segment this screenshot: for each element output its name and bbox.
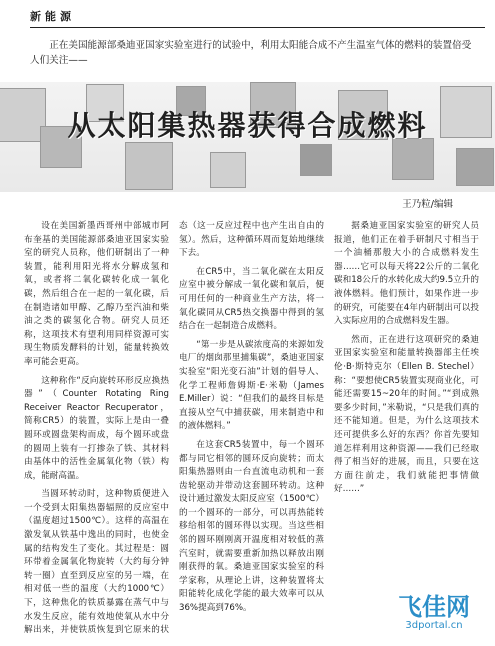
section-label: 新能源 bbox=[30, 10, 75, 23]
body-paragraph: 在这套CR5装置中，每一个圆环都与同它相邻的圆环反向旋转；而太阳集热器则由一台直流电动机和一套齿轮驱动并带动这套圆环转动。这种设计通过激发太阳反应室（1500℃）的一个圆环的一部分，可以再热能转移给相邻的圆环得以实现。当这些相邻的圆环刚刚离开温度相对较低的蒸汽室时，就需要重新加热以释放出刚刚获得的氧。桑迪亚国家实验室的科学家称，从理论上讲，这种装置将太阳能转化成化学能的最大效率可以从36%提高到76%。 bbox=[179, 439, 324, 614]
byline: 王乃粒/编辑 bbox=[402, 199, 453, 210]
article-body bbox=[24, 220, 479, 640]
title-banner bbox=[0, 82, 495, 192]
article-title: 从太阳集热器获得合成燃料 bbox=[67, 109, 428, 142]
decorative-tile bbox=[392, 138, 434, 180]
header-rule bbox=[30, 27, 485, 28]
body-paragraph: 当圆环转动时，这种物质便进入一个受到太阳集热器辐照的反应室中（温度超过1500℃）。这样的高温在激发氧从铁基中逸出的同时，也使金属的结构发生了变化。其过程是：圆环带着金属氧化物旋转（大约每分钟转一圈）直至到反应室的另一端，在相对低一些的温度（大约1000℃）下，这种焦化的铁质暴露在蒸气中与水发生反应，能有效地使氧从水中分解出来，并使铁质恢复到它原来的状态（这一反应过程中也产生出自由的氢）。然后，这种循环周而复始地继续下去。 bbox=[24, 221, 324, 636]
intro-paragraph: 正在美国能源部桑迪亚国家实验室进行的试验中，利用太阳能合成不产生温室气体的燃料的装置倍受人们关注—— bbox=[30, 40, 472, 66]
decorative-tile bbox=[125, 142, 173, 190]
body-paragraph: 这种称作“反向旋转环形反应换热器”（Counter Rotating Ring Receiver Reactor Recuperator，简称CR5）的装置，实际上是由一叠圆环或圆盘架构而成，每个圆环或盘的圆周上装有一打掺杂了铁、其材料由基体中的活性金属氧化物（铁）构成，能耐高温。 bbox=[24, 375, 169, 481]
decorative-tile bbox=[456, 148, 494, 186]
body-paragraph: 据桑迪亚国家实验室的研究人员报道，他们正在着手研制尺寸相当于一个油桶那般大小的合成燃料发生器……它可以每天将22公斤的二氧化碳和18公斤的水转化成大约9.5立升的液体燃料。他们预计，如果作进一步的研究，可能要在4年内研制出可以投入实际应用的合成燃料发生器。 bbox=[334, 221, 479, 327]
body-paragraph: “第一步是从碳浓度高的来源如发电厂的烟囱那里捕集碳”，桑迪亚国家实验室“阳光变石油”计划的倡导人、化学工程师詹姆斯·E·米勒（James E.Miller）说：“但我们的最终目标是直接从空气中捕获碳，用来制造中和的液体燃料。” bbox=[179, 339, 324, 432]
decorative-tile bbox=[210, 152, 246, 188]
body-paragraph: 在CR5中，当二氧化碳在太阳反应室中被分解成一氧化碳和氧后，便可用任何的一种商业生产方法，将一氧化碳同从CR5热交换器中得到的氢结合在一起制造合成燃料。 bbox=[179, 266, 324, 332]
site-watermark bbox=[379, 594, 489, 640]
decorative-tile bbox=[300, 144, 332, 176]
body-paragraph: 然而，正在进行这项研究的桑迪亚国家实验室和能量转换器部主任埃伦·B·斯特克尔（Ellen B. Stechel）称：“要想使CR5装置实现商业化，可能还需要15~20年的时间。”“到成熟要多少时间，”米勒说，“只是我们真的还不能知道。但是，为什么这项技术还可提供多么好的东西？你首先要知道怎样利用这种资源——我们已经取得了相当好的进展，而且，只要在这方面往前走，我们就能把事情做好……” bbox=[334, 334, 479, 495]
body-paragraph: 设在美国新墨西哥州中部城市阿布奎基的美国能源部桑迪亚国家实验室的研究人员称，他们研制出了一种装置，能利用阳光将水分解成氢和氧，或者将二氧化碳转化成一氧化碳，然后组合在一起的一氧化碳，后在制造诸如甲醇、乙醇乃至汽油和柴油之类的碳氢化合物。研究人员还称，这项技术有望利用同样资源可实现生物质发酵料的计划，能量转换效率可能会更高。 bbox=[24, 221, 169, 367]
watermark-url: 3dportal.cn bbox=[405, 620, 463, 631]
watermark-logo: 飞佳网 bbox=[398, 593, 470, 621]
